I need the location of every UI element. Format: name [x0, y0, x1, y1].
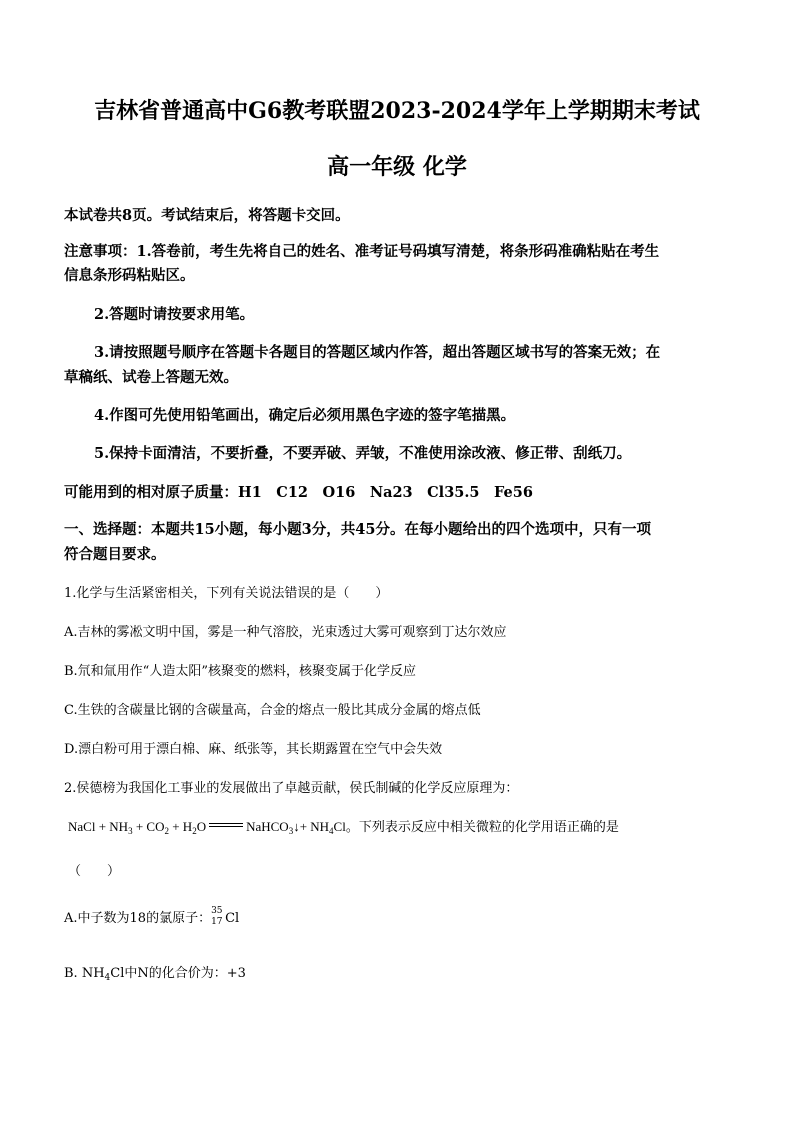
- exam-subtitle: 高一年级 化学: [327, 154, 467, 180]
- question-2-paren: （ ）: [68, 864, 121, 879]
- atomic-masses: 可能用到的相对原子质量：H1 C12 O16 Na23 Cl35.5 Fe56: [64, 484, 533, 501]
- atomic-number: 17: [211, 917, 223, 927]
- question-2-stem: 2.侯德榜为我国化工事业的发展做出了卓越贡献，侯氏制碱的化学反应原理为：: [64, 781, 519, 796]
- question-2-option-a: [64, 907, 239, 928]
- question-2-option-b: [64, 962, 246, 983]
- option-b-subscript: 4: [104, 973, 111, 983]
- notice-4: 4.作图可先使用铅笔画出，确定后必须用黑色字迹的签字笔描黑。: [94, 407, 516, 424]
- element-symbol: Cl: [225, 911, 240, 926]
- question-2-stem-tail: 。下列表示反应中相关微粒的化学用语正确的是: [345, 819, 619, 834]
- question-1-option-b: B.氘和氚用作“人造太阳”核聚变的燃料，核聚变属于化学反应: [64, 664, 416, 679]
- chlorine-nuclide: [211, 908, 225, 928]
- reaction-equation: NaCl + $NH_3 + CO_2 + H_2O$ NaHCO$_3$↓+ $NH_4Cl$: [68, 819, 346, 836]
- notice-1-cont: 信息条形码粘贴区。: [64, 267, 195, 284]
- question-2-equation: [68, 816, 619, 836]
- section-heading: 一、选择题：本题共15小题，每小题3分，共45分。在每小题给出的四个选项中，只有一项: [64, 521, 651, 538]
- question-1-option-d: D.漂白粉可用于漂白棉、麻、纸张等，其长期露置在空气中会失效: [64, 742, 443, 757]
- option-b-text: Cl中N的化合价为：+3: [110, 966, 246, 981]
- notice-3-cont: 草稿纸、试卷上答题无效。: [64, 369, 238, 386]
- section-heading-cont: 符合题目要求。: [64, 546, 166, 563]
- mass-number: 35: [211, 906, 223, 916]
- pages-note: 本试卷共8页。考试结束后，将答题卡交回。: [64, 207, 350, 224]
- question-1-stem: 1.化学与生活紧密相关，下列有关说法错误的是（ ）: [64, 586, 389, 601]
- notice-5: 5.保持卡面清洁，不要折叠，不要弄破、弄皱，不准使用涂改液、修正带、刮纸刀。: [94, 445, 632, 462]
- option-a-text: A.中子数为18的氯原子：: [64, 911, 212, 926]
- notice-3: 3.请按照题号顺序在答题卡各题目的答题区域内作答，超出答题区域书写的答案无效；在: [94, 344, 661, 361]
- question-1-option-c: C.生铁的含碳量比钢的含碳量高，合金的熔点一般比其成分金属的熔点低: [64, 703, 481, 718]
- exam-title: 吉林省普通高中G6教考联盟2023-2024学年上学期期末考试: [94, 98, 700, 124]
- notice-2: 2.答题时请按要求用笔。: [94, 306, 255, 323]
- question-1-option-a: A.吉林的雾凇文明中国，雾是一种气溶胶，光束透过大雾可观察到丁达尔效应: [64, 625, 507, 640]
- notice-1: 注意事项：1.答卷前，考生先将自己的姓名、准考证号码填写清楚，将条形码准确粘贴在考生: [64, 243, 660, 260]
- option-b-prefix: B. NH: [64, 966, 105, 981]
